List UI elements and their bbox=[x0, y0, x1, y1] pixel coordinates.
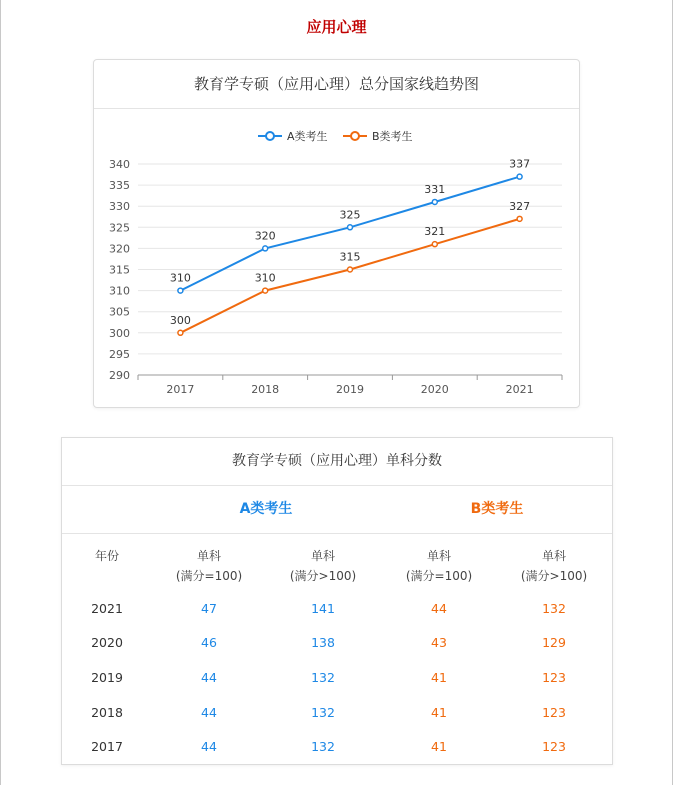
x-tick-label: 2018 bbox=[251, 383, 280, 396]
data-label: 337 bbox=[509, 157, 531, 171]
legend-label: A类考生 bbox=[287, 130, 328, 143]
y-tick-label: 315 bbox=[109, 263, 130, 277]
series-line bbox=[180, 219, 519, 333]
cell-year: 2019 bbox=[91, 670, 123, 685]
legend-marker bbox=[351, 132, 359, 140]
data-label: 325 bbox=[339, 208, 361, 222]
cell-b-100: 44 bbox=[431, 601, 447, 616]
group-b-label: B类考生 bbox=[470, 501, 524, 517]
data-label: 320 bbox=[254, 229, 276, 243]
table-row bbox=[62, 737, 614, 757]
data-point bbox=[432, 199, 437, 204]
table-title: 教育学专硕（应用心理）单科分数 bbox=[62, 438, 612, 486]
cell-b-100: 41 bbox=[431, 670, 447, 685]
chart-title: 教育学专硕（应用心理）总分国家线趋势图 bbox=[94, 60, 579, 109]
cell-b-100: 41 bbox=[431, 705, 447, 720]
col-header-line1: 单科 bbox=[426, 549, 451, 563]
x-tick-label: 2017 bbox=[166, 383, 195, 396]
y-tick-label: 325 bbox=[109, 221, 130, 235]
data-label: 331 bbox=[424, 182, 446, 196]
page-title: 应用心理 bbox=[306, 18, 367, 36]
x-tick-label: 2019 bbox=[336, 383, 364, 396]
data-point bbox=[178, 330, 183, 335]
y-tick-label: 290 bbox=[109, 369, 130, 382]
x-tick-label: 2020 bbox=[420, 383, 449, 396]
data-label: 315 bbox=[339, 250, 361, 264]
cell-year: 2018 bbox=[91, 705, 123, 720]
cell-a-gt100: 141 bbox=[311, 601, 335, 616]
cell-b-gt100: 123 bbox=[542, 739, 566, 754]
data-point bbox=[348, 267, 353, 272]
col-header-line2: (满分=100) bbox=[175, 569, 243, 583]
cell-a-100: 44 bbox=[201, 670, 217, 685]
score-table-card bbox=[61, 437, 613, 765]
chart-card bbox=[93, 59, 580, 408]
col-header-line1: 单科 bbox=[196, 549, 221, 563]
cell-b-100: 41 bbox=[431, 739, 447, 754]
cell-year: 2021 bbox=[91, 601, 123, 616]
table-row bbox=[62, 703, 614, 723]
col-header-line2: (满分=100) bbox=[405, 569, 473, 583]
data-point bbox=[263, 288, 268, 293]
col-header-a-gt100 bbox=[268, 546, 378, 586]
cell-a-gt100: 132 bbox=[311, 705, 335, 720]
line-chart bbox=[94, 60, 581, 409]
data-label: 327 bbox=[509, 199, 531, 213]
y-tick-label: 305 bbox=[109, 305, 130, 319]
data-point bbox=[263, 246, 268, 251]
y-tick-label: 340 bbox=[109, 158, 130, 171]
data-label: 321 bbox=[424, 225, 446, 239]
y-tick-label: 310 bbox=[109, 284, 130, 298]
cell-b-gt100: 123 bbox=[542, 705, 566, 720]
col-header-a-100 bbox=[154, 546, 264, 586]
cell-b-gt100: 129 bbox=[542, 635, 566, 650]
cell-b-gt100: 123 bbox=[542, 670, 566, 685]
data-point bbox=[178, 288, 183, 293]
data-label: 310 bbox=[254, 271, 276, 285]
cell-a-100: 46 bbox=[201, 635, 217, 650]
table-row bbox=[62, 633, 614, 653]
group-a-label: A类考生 bbox=[239, 501, 293, 517]
cell-a-100: 44 bbox=[201, 705, 217, 720]
cell-a-gt100: 132 bbox=[311, 739, 335, 754]
y-tick-label: 320 bbox=[109, 242, 130, 256]
legend-label: B类考生 bbox=[372, 130, 413, 143]
cell-year: 2017 bbox=[91, 739, 123, 754]
data-point bbox=[517, 216, 522, 221]
col-header-line1: 单科 bbox=[541, 549, 566, 563]
y-tick-label: 330 bbox=[109, 200, 130, 214]
y-tick-label: 295 bbox=[109, 347, 130, 361]
group-header-row bbox=[62, 486, 612, 534]
cell-b-100: 43 bbox=[431, 635, 447, 650]
y-tick-label: 335 bbox=[109, 179, 130, 193]
cell-a-gt100: 132 bbox=[311, 670, 335, 685]
page-border-left bbox=[0, 0, 1, 785]
col-header-line1: 单科 bbox=[310, 549, 335, 563]
legend-marker bbox=[266, 132, 274, 140]
col-header-year bbox=[52, 546, 162, 566]
cell-a-100: 47 bbox=[201, 601, 217, 616]
data-point bbox=[517, 174, 522, 179]
y-tick-label: 300 bbox=[109, 326, 130, 340]
x-tick-label: 2021 bbox=[505, 383, 534, 396]
cell-b-gt100: 132 bbox=[542, 601, 566, 616]
col-header-b-100 bbox=[384, 546, 494, 586]
table-row bbox=[62, 668, 614, 688]
cell-year: 2020 bbox=[91, 635, 123, 650]
col-header-year-label: 年份 bbox=[94, 549, 119, 563]
col-header-line2: (满分>100) bbox=[520, 569, 588, 583]
data-point bbox=[348, 225, 353, 230]
cell-a-gt100: 138 bbox=[311, 635, 335, 650]
col-header-line2: (满分>100) bbox=[289, 569, 357, 583]
data-point bbox=[432, 242, 437, 247]
col-header-b-gt100 bbox=[499, 546, 609, 586]
data-label: 300 bbox=[169, 313, 191, 327]
table-row bbox=[62, 599, 614, 619]
data-label: 310 bbox=[169, 271, 191, 285]
cell-a-100: 44 bbox=[201, 739, 217, 754]
